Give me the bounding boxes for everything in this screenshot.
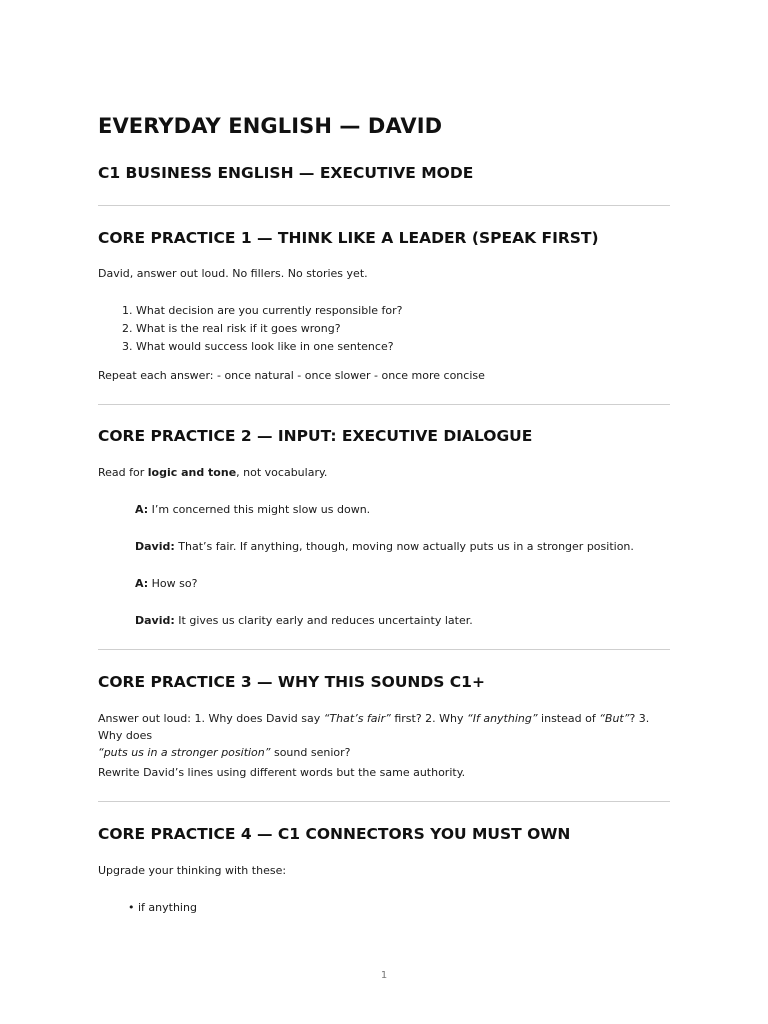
section-divider — [98, 205, 670, 206]
speaker-label: David: — [135, 614, 175, 627]
section-4-intro: Upgrade your thinking with these: — [98, 864, 287, 877]
question-text: instead of — [537, 712, 600, 725]
document-subtitle: C1 BUSINESS ENGLISH — EXECUTIVE MODE — [98, 164, 474, 182]
dialogue-line — [135, 612, 473, 629]
question-item: 2. What is the real risk if it goes wrong? — [122, 322, 341, 335]
section-4-heading: CORE PRACTICE 4 — C1 CONNECTORS YOU MUST OWN — [98, 825, 571, 843]
intro-bold-text: logic and tone — [147, 466, 237, 479]
question-text: ? 3. Why does — [98, 712, 650, 742]
section-1-repeat: Repeat each answer: - once natural - once slower - once more concise — [98, 369, 485, 382]
quoted-phrase: “That’s fair” — [323, 712, 391, 725]
dialogue-text: I’m concerned this might slow us down. — [148, 503, 371, 516]
dialogue-text: It gives us clarity early and reduces uncertainty later. — [174, 614, 473, 627]
question-text: Answer out loud: 1. Why does David say — [98, 712, 324, 725]
quoted-phrase: “puts us in a stronger position” — [98, 746, 271, 759]
section-1-heading: CORE PRACTICE 1 — THINK LIKE A LEADER (SPEAK FIRST) — [98, 229, 599, 247]
question-item: 1. What decision are you currently responsible for? — [122, 304, 403, 317]
question-item: 3. What would success look like in one sentence? — [122, 340, 394, 353]
question-text: sound senior? — [270, 746, 351, 759]
document-title: EVERYDAY ENGLISH — DAVID — [98, 114, 443, 138]
section-2-heading: CORE PRACTICE 2 — INPUT: EXECUTIVE DIALOGUE — [98, 427, 533, 445]
speaker-label: David: — [135, 540, 175, 553]
quoted-phrase: “But” — [599, 712, 630, 725]
dialogue-line — [135, 538, 634, 555]
section-1-intro: David, answer out loud. No fillers. No stories yet. — [98, 267, 368, 280]
speaker-label: A: — [135, 577, 149, 590]
intro-text: Read for — [98, 466, 148, 479]
question-text: first? 2. Why — [390, 712, 468, 725]
section-3-questions — [98, 710, 670, 761]
dialogue-line — [135, 575, 197, 592]
intro-text: , not vocabulary. — [236, 466, 328, 479]
dialogue-text: How so? — [148, 577, 198, 590]
section-3-rewrite: Rewrite David’s lines using different words but the same authority. — [98, 766, 466, 779]
section-divider — [98, 801, 670, 802]
section-divider — [98, 404, 670, 405]
page-number: 1 — [380, 970, 388, 981]
connector-item: • if anything — [128, 901, 197, 914]
dialogue-line — [135, 501, 370, 518]
section-divider — [98, 649, 670, 650]
section-3-heading: CORE PRACTICE 3 — WHY THIS SOUNDS C1+ — [98, 673, 485, 691]
quoted-phrase: “If anything” — [467, 712, 538, 725]
speaker-label: A: — [135, 503, 149, 516]
dialogue-text: That’s fair. If anything, though, moving now actually puts us in a stronger position. — [174, 540, 634, 553]
section-2-intro — [98, 464, 327, 481]
